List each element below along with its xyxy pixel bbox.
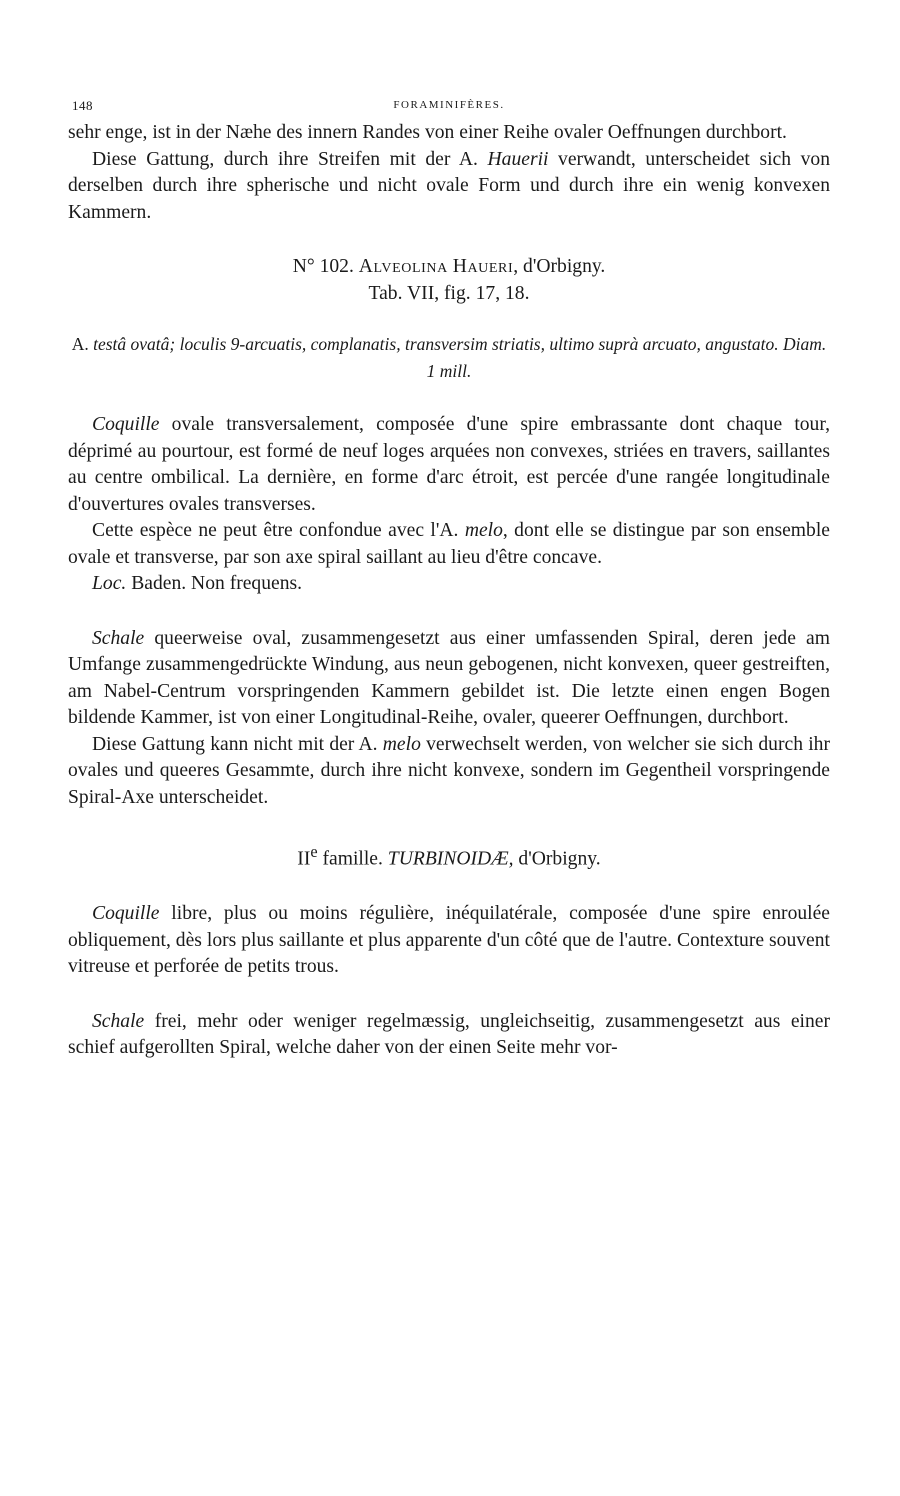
french-term: Coquille xyxy=(92,414,160,435)
species-genus: Alveolina xyxy=(358,256,448,277)
family-word: famille. xyxy=(317,848,388,870)
french-p2-italic: melo xyxy=(464,520,503,541)
german-term: Schale xyxy=(92,627,145,649)
family-author: d'Orbigny. xyxy=(513,848,601,870)
running-head xyxy=(68,98,830,120)
french-paragraph-1 xyxy=(68,412,830,518)
family-german-term: Schale xyxy=(92,1010,145,1032)
family-prefix: II xyxy=(297,848,311,870)
german-p2-before: Diese Gattung kann nicht mit der A. xyxy=(92,733,383,755)
species-name: Haueri xyxy=(452,256,514,277)
family-name: TURBINOIDÆ, xyxy=(387,848,514,870)
locality-line xyxy=(68,571,830,598)
diagnosis-text: testâ ovatâ; loculis 9-arcuatis, complanatis, transversim striatis, ultimo suprà arcuato, angustato. Diam. 1 mill. xyxy=(93,334,827,381)
locality-text: Baden. Non frequens. xyxy=(126,573,303,594)
intro-paragraph-2 xyxy=(68,147,830,227)
species-diagnosis xyxy=(68,331,830,384)
family-german-text: frei, mehr oder weniger regelmæssig, ungleichseitig, zusammengesetzt aus einer schief aufgerollten Spiral, welche daher von der einen Seite mehr vor- xyxy=(68,1010,830,1059)
running-title: FORAMINIFÈRES. xyxy=(393,99,505,111)
german-paragraph-2 xyxy=(68,732,830,812)
species-author: , d'Orbigny. xyxy=(513,256,606,277)
diagnosis-prefix: A. xyxy=(71,334,94,354)
family-heading xyxy=(68,839,830,873)
german-paragraph-1 xyxy=(68,626,830,732)
page-number: 148 xyxy=(72,98,93,113)
family-french-text: libre, plus ou moins régulière, inéquilatérale, composée d'une spire enroulée obliquement, dès lors plus saillante et plus apparente d'un côté que de l'autre. Contexture souvent vitreuse et perforée de petits trous. xyxy=(68,903,830,978)
german-p2-after: verwechselt werden, von welcher sie sich durch ihr ovales und queeres Gesammte, durch ihre nicht konvexe, sondern im Gegentheil vorspringende Spiral-Axe unterscheidet. xyxy=(68,733,831,808)
locality-label: Loc. xyxy=(92,573,127,594)
french-paragraph-2 xyxy=(68,518,830,571)
intro-p2-italic: Hauerii xyxy=(487,148,549,170)
intro-p2-after: verwandt, unterscheidet sich von derselben durch ihre spherische und nicht ovale Form und durch ihre ein wenig konvexen Kammern. xyxy=(68,148,830,223)
german-p1-text: queerweise oval, zusammengesetzt aus einer umfassenden Spiral, deren jede am Umfange zusammengedrückte Windung, aus neun gebogenen, nicht konvexen, queer gestreiften, am Nabel-Centrum vorspringenden Kammern gebildet ist. Die letzte einen engen Bogen bildende Kammer, ist von einer Longitudinal-Reihe, ovaler, queerer Oeffnungen, durchbort. xyxy=(68,627,830,728)
french-p2-after: , dont elle se distingue par son ensemble ovale et transverse, par son axe spiral saillant au lieu d'être concave. xyxy=(68,520,830,568)
german-p2-italic: melo xyxy=(382,733,421,755)
intro-paragraph-1: sehr enge, ist in der Næhe des innern Randes von einer Reihe ovaler Oeffnungen durchbort. xyxy=(68,122,787,143)
family-french-paragraph xyxy=(68,901,830,981)
species-plate: Tab. VII, fig. 17, 18. xyxy=(368,282,530,304)
family-german-paragraph xyxy=(68,1009,830,1062)
french-p2-before: Cette espèce ne peut être confondue avec l'A. xyxy=(92,520,465,541)
family-french-term: Coquille xyxy=(92,903,160,925)
book-page xyxy=(68,98,830,1062)
intro-p2-before: Diese Gattung, durch ihre Streifen mit der A. xyxy=(92,148,488,170)
species-heading xyxy=(68,254,830,281)
french-p1-text: ovale transversalement, composée d'une spire embrassante dont chaque tour, déprimé au pourtour, est formé de neuf loges arquées non convexes, striées en travers, saillantes au centre ombilical. La dernière, en forme d'arc étroit, est percée d'une rangée longitudinale d'ouvertures ovales transverses. xyxy=(68,414,830,515)
family-sup: e xyxy=(310,842,318,861)
species-number: N° 102. xyxy=(292,256,354,277)
